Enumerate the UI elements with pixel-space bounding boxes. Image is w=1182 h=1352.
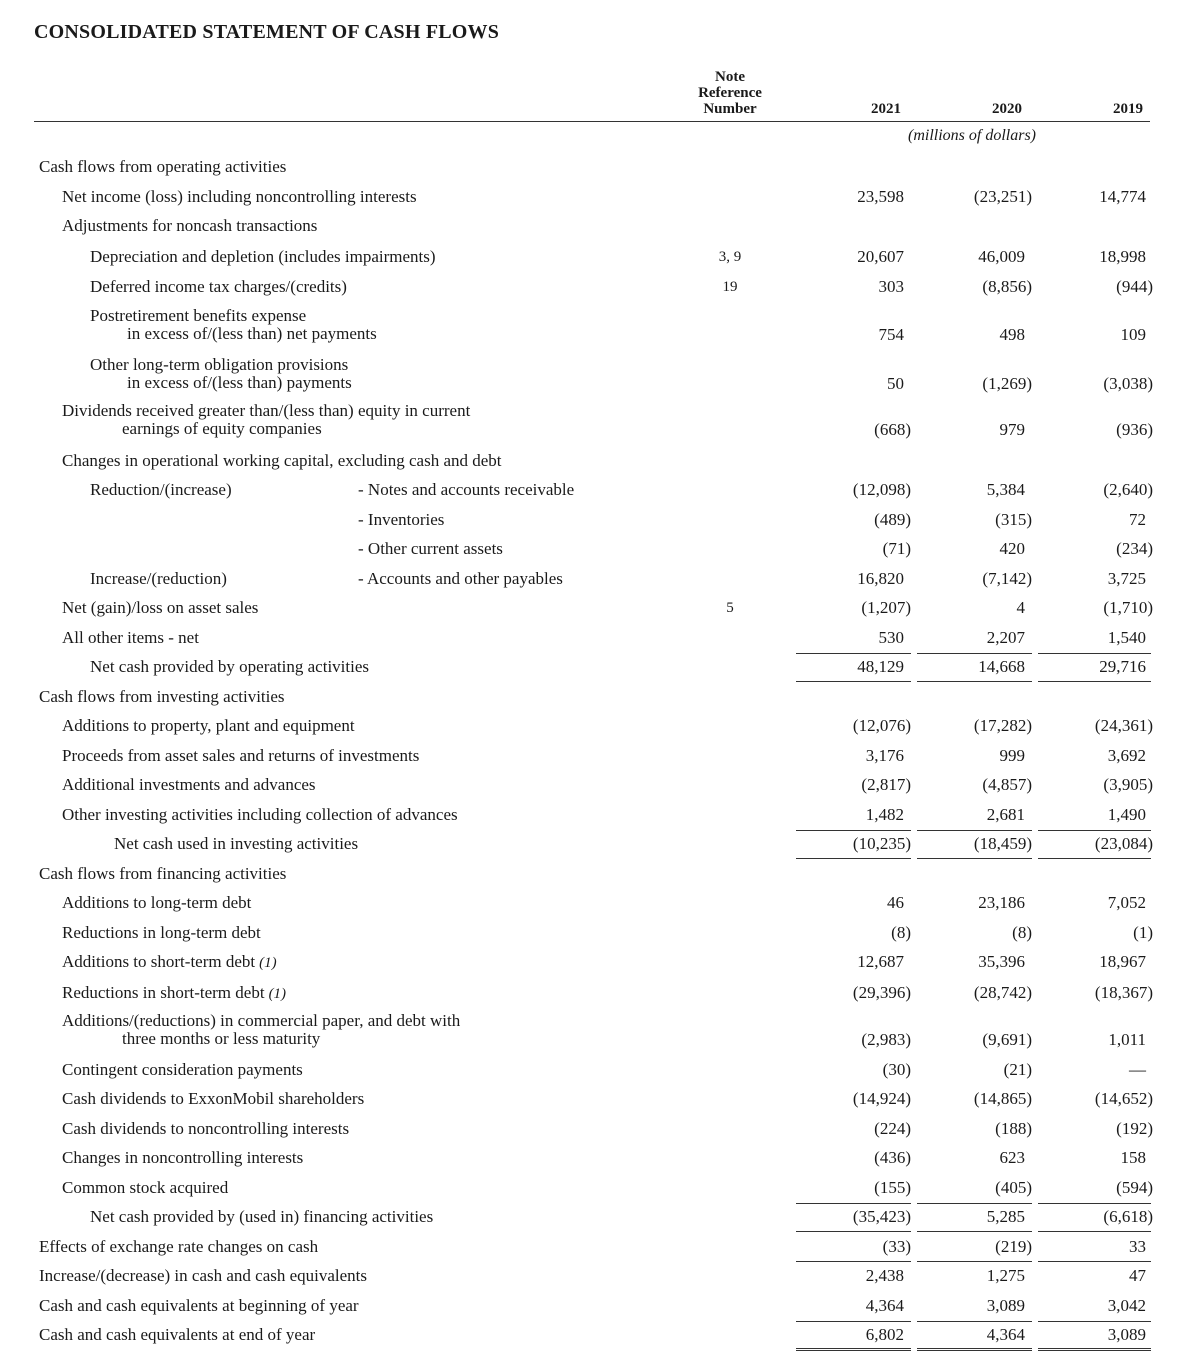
row-label: Additions to long-term debt (62, 893, 252, 912)
row-label: Changes in operational working capital, excluding cash and debt (62, 451, 502, 470)
table-row (0, 157, 1182, 179)
total-rule (1038, 858, 1151, 859)
value-cell-2020: (4,857) (982, 775, 1032, 794)
total-rule (796, 1231, 911, 1232)
row-label: Net cash provided by operating activities (90, 657, 369, 676)
value-cell-2020: 498 (999, 325, 1025, 344)
value-cell-2020: (8,856) (982, 277, 1032, 296)
total-rule (796, 1261, 911, 1262)
value-cell-2020: 4,364 (986, 1325, 1025, 1344)
table-row (0, 1178, 1182, 1200)
value-cell-2020: (21) (1003, 1060, 1032, 1079)
value-cell-2019: (6,618) (1103, 1207, 1153, 1226)
table-row (0, 1296, 1182, 1318)
value-cell-2020: 23,186 (978, 893, 1025, 912)
value-cell-2019: 72 (1129, 510, 1146, 529)
row-label: Postretirement benefits expense in excess of/(less than) net payments (90, 306, 377, 343)
row-label: Additional investments and advances (62, 775, 316, 794)
subtotal-rule (917, 830, 1032, 831)
value-cell-2020: (18,459) (973, 834, 1032, 853)
row-label: Other long-term obligation provisions in excess of/(less than) payments (90, 355, 352, 392)
table-row (0, 307, 1182, 345)
value-cell-2020: (1,269) (982, 374, 1032, 393)
footnote-marker: (1) (268, 986, 287, 1002)
value-cell-2021: (71) (882, 539, 911, 558)
value-cell-2019: (2,640) (1103, 480, 1153, 499)
row-sublabel: - Accounts and other payables (358, 569, 563, 588)
row-sublabel: - Notes and accounts receivable (358, 480, 575, 499)
subtotal-rule (796, 1321, 911, 1322)
value-cell-2020: (188) (995, 1119, 1032, 1138)
table-row (0, 1012, 1182, 1050)
value-cell-2019: (23,084) (1094, 834, 1153, 853)
table-row (0, 983, 1182, 1005)
value-cell-2020: 3,089 (986, 1296, 1025, 1315)
value-cell-2019: 29,716 (1099, 657, 1146, 676)
value-cell-2019: 3,725 (1107, 569, 1146, 588)
table-row (0, 923, 1182, 945)
total-rule (796, 681, 911, 682)
value-cell-2020: 5,384 (986, 480, 1025, 499)
total-rule (1038, 681, 1151, 682)
value-cell-2021: 1,482 (865, 805, 904, 824)
value-cell-2021: 754 (878, 325, 904, 344)
value-cell-2019: — (1129, 1060, 1146, 1079)
value-cell-2020: (17,282) (973, 716, 1032, 735)
note-reference: 19 (722, 279, 738, 295)
value-cell-2020: (8) (1012, 923, 1032, 942)
table-row (0, 1060, 1182, 1082)
table-row (0, 746, 1182, 768)
row-label: Additions to property, plant and equipment (62, 716, 355, 735)
total-rule (1038, 1231, 1151, 1232)
row-label: Additions to short-term debt (1) (62, 952, 277, 971)
subtotal-rule (1038, 1203, 1151, 1204)
value-cell-2019: (24,361) (1094, 716, 1153, 735)
table-row (0, 952, 1182, 974)
value-cell-2019: (3,905) (1103, 775, 1153, 794)
year-header-2020: 2020 (992, 101, 1022, 117)
value-cell-2019: 158 (1120, 1148, 1146, 1167)
table-row (0, 1325, 1182, 1347)
row-label: Net cash provided by (used in) financing activities (90, 1207, 434, 1226)
value-cell-2020: 623 (999, 1148, 1025, 1167)
value-cell-2021: 4,364 (865, 1296, 904, 1315)
value-cell-2021: (14,924) (852, 1089, 911, 1108)
row-label: Net income (loss) including noncontrolling interests (62, 187, 417, 206)
subtotal-rule (1038, 830, 1151, 831)
subtotal-rule (1038, 653, 1151, 654)
total-rule (917, 858, 1032, 859)
value-cell-2020: 420 (999, 539, 1025, 558)
row-label: Depreciation and depletion (includes impairments) (90, 247, 436, 266)
table-row (0, 628, 1182, 650)
value-cell-2021: (12,076) (852, 716, 911, 735)
subtotal-rule (1038, 1321, 1151, 1322)
subtotal-rule (917, 1321, 1032, 1322)
row-label: Contingent consideration payments (62, 1060, 303, 1079)
value-cell-2021: 20,607 (857, 247, 904, 266)
table-row (0, 480, 1182, 502)
table-row (0, 1237, 1182, 1259)
table-row (0, 716, 1182, 738)
table-row (0, 247, 1182, 269)
header-rule (34, 121, 1150, 122)
value-cell-2019: (1,710) (1103, 598, 1153, 617)
value-cell-2020: (7,142) (982, 569, 1032, 588)
value-cell-2021: 3,176 (865, 746, 904, 765)
row-label: Increase/(decrease) in cash and cash equivalents (39, 1266, 368, 1285)
table-row (0, 451, 1182, 473)
row-sublabel: - Other current assets (358, 539, 503, 558)
value-cell-2020: (9,691) (982, 1030, 1032, 1049)
value-cell-2019: 3,042 (1107, 1296, 1146, 1315)
value-cell-2021: (8) (891, 923, 911, 942)
value-cell-2021: (155) (874, 1178, 911, 1197)
table-row (0, 277, 1182, 299)
row-sublabel: - Inventories (358, 510, 445, 529)
value-cell-2019: 33 (1129, 1237, 1146, 1256)
table-row (0, 216, 1182, 238)
value-cell-2020: 979 (999, 420, 1025, 439)
row-label: Reduction/(increase) (90, 480, 232, 499)
row-label: Cash and cash equivalents at end of year (39, 1325, 316, 1344)
row-label: Net (gain)/loss on asset sales (62, 598, 259, 617)
value-cell-2019: (1) (1133, 923, 1153, 942)
value-cell-2020: 999 (999, 746, 1025, 765)
row-label: Cash dividends to ExxonMobil shareholders (62, 1089, 365, 1108)
row-label: Cash dividends to noncontrolling interests (62, 1119, 350, 1138)
value-cell-2021: 50 (887, 374, 904, 393)
value-cell-2021: (29,396) (852, 983, 911, 1002)
row-label: Reductions in long-term debt (62, 923, 261, 942)
row-label: Increase/(reduction) (90, 569, 227, 588)
value-cell-2021: (10,235) (852, 834, 911, 853)
row-label: Proceeds from asset sales and returns of investments (62, 746, 420, 765)
footnote-marker: (1) (259, 955, 277, 971)
value-cell-2019: 3,089 (1107, 1325, 1146, 1344)
value-cell-2020: 14,668 (978, 657, 1025, 676)
table-row (0, 775, 1182, 797)
value-cell-2019: 1,490 (1107, 805, 1146, 824)
value-cell-2020: (23,251) (973, 187, 1032, 206)
table-row (0, 805, 1182, 827)
value-cell-2019: (944) (1116, 277, 1153, 296)
value-cell-2021: 23,598 (857, 187, 904, 206)
row-label: Additions/(reductions) in commercial paper, and debt with three months or less maturity (62, 1011, 461, 1048)
value-cell-2020: (405) (995, 1178, 1032, 1197)
row-label: Dividends received greater than/(less than) equity in current earnings of equity companies (62, 401, 471, 438)
value-cell-2020: 5,285 (986, 1207, 1025, 1226)
row-label: Cash flows from operating activities (39, 157, 287, 176)
double-rule (1038, 1348, 1151, 1351)
value-cell-2019: 1,540 (1107, 628, 1146, 647)
table-row (0, 1148, 1182, 1170)
value-cell-2019: 18,998 (1099, 247, 1146, 266)
table-row (0, 539, 1182, 561)
value-cell-2019: (3,038) (1103, 374, 1153, 393)
value-cell-2021: (12,098) (852, 480, 911, 499)
value-cell-2019: 14,774 (1099, 187, 1146, 206)
value-cell-2021: (33) (882, 1237, 911, 1256)
value-cell-2019: (14,652) (1094, 1089, 1153, 1108)
row-label: All other items - net (62, 628, 199, 647)
value-cell-2020: 35,396 (978, 952, 1025, 971)
table-row (0, 864, 1182, 886)
table-row (0, 356, 1182, 394)
value-cell-2019: (18,367) (1094, 983, 1153, 1002)
value-cell-2020: 4 (1016, 598, 1025, 617)
table-row (0, 402, 1182, 440)
row-label: Cash flows from investing activities (39, 687, 285, 706)
value-cell-2021: (30) (882, 1060, 911, 1079)
year-header-2021: 2021 (871, 101, 901, 117)
value-cell-2019: (594) (1116, 1178, 1153, 1197)
value-cell-2021: (436) (874, 1148, 911, 1167)
value-cell-2020: (219) (995, 1237, 1032, 1256)
value-cell-2019: (234) (1116, 539, 1153, 558)
total-rule (917, 681, 1032, 682)
table-row (0, 1089, 1182, 1111)
value-cell-2019: (936) (1116, 420, 1153, 439)
subtotal-rule (796, 653, 911, 654)
subtotal-rule (796, 830, 911, 831)
value-cell-2021: 48,129 (857, 657, 904, 676)
row-label: Changes in noncontrolling interests (62, 1148, 304, 1167)
total-rule (917, 1231, 1032, 1232)
row-label: Deferred income tax charges/(credits) (90, 277, 347, 296)
note-reference-header: Note Reference Number (698, 69, 762, 117)
value-cell-2020: (315) (995, 510, 1032, 529)
value-cell-2021: 303 (878, 277, 904, 296)
year-header-2019: 2019 (1113, 101, 1143, 117)
row-label: Adjustments for noncash transactions (62, 216, 318, 235)
row-label: Reductions in short-term debt (1) (62, 983, 287, 1002)
value-cell-2019: 18,967 (1099, 952, 1146, 971)
value-cell-2021: 530 (878, 628, 904, 647)
value-cell-2021: (1,207) (861, 598, 911, 617)
value-cell-2021: (2,817) (861, 775, 911, 794)
value-cell-2020: 1,275 (986, 1266, 1025, 1285)
value-cell-2019: (192) (1116, 1119, 1153, 1138)
value-cell-2021: 6,802 (865, 1325, 904, 1344)
statement-title: CONSOLIDATED STATEMENT OF CASH FLOWS (34, 21, 500, 43)
table-row (0, 569, 1182, 591)
value-cell-2021: 16,820 (857, 569, 904, 588)
value-cell-2021: (35,423) (852, 1207, 911, 1226)
total-rule (796, 858, 911, 859)
note-reference: 5 (726, 600, 734, 616)
table-row (0, 834, 1182, 856)
units-caption: (millions of dollars) (907, 127, 1036, 144)
value-cell-2021: 46 (887, 893, 904, 912)
subtotal-rule (917, 1203, 1032, 1204)
table-row (0, 1119, 1182, 1141)
value-cell-2019: 7,052 (1107, 893, 1146, 912)
value-cell-2021: (224) (874, 1119, 911, 1138)
table-row (0, 1207, 1182, 1229)
total-rule (917, 1261, 1032, 1262)
row-label: Cash and cash equivalents at beginning of year (39, 1296, 359, 1315)
value-cell-2019: 1,011 (1108, 1030, 1146, 1049)
value-cell-2021: (668) (874, 420, 911, 439)
row-label: Cash flows from financing activities (39, 864, 287, 883)
value-cell-2020: 46,009 (978, 247, 1025, 266)
table-row (0, 598, 1182, 620)
value-cell-2019: 3,692 (1107, 746, 1146, 765)
double-rule (917, 1348, 1032, 1351)
value-cell-2020: (14,865) (973, 1089, 1032, 1108)
value-cell-2019: 109 (1120, 325, 1146, 344)
value-cell-2021: 2,438 (865, 1266, 904, 1285)
table-row (0, 1266, 1182, 1288)
value-cell-2021: (489) (874, 510, 911, 529)
subtotal-rule (796, 1203, 911, 1204)
row-label: Other investing activities including collection of advances (62, 805, 458, 824)
table-row (0, 510, 1182, 532)
value-cell-2020: 2,681 (986, 805, 1025, 824)
row-label: Effects of exchange rate changes on cash (39, 1237, 319, 1256)
value-cell-2020: (28,742) (973, 983, 1032, 1002)
double-rule (796, 1348, 911, 1351)
table-row (0, 657, 1182, 679)
total-rule (1038, 1261, 1151, 1262)
value-cell-2021: 12,687 (857, 952, 904, 971)
table-row (0, 187, 1182, 209)
note-reference: 3, 9 (718, 249, 742, 265)
value-cell-2019: 47 (1129, 1266, 1146, 1285)
row-label: Net cash used in investing activities (114, 834, 359, 853)
value-cell-2021: (2,983) (861, 1030, 911, 1049)
row-label: Common stock acquired (62, 1178, 229, 1197)
value-cell-2020: 2,207 (986, 628, 1025, 647)
table-row (0, 687, 1182, 709)
table-row (0, 893, 1182, 915)
subtotal-rule (917, 653, 1032, 654)
